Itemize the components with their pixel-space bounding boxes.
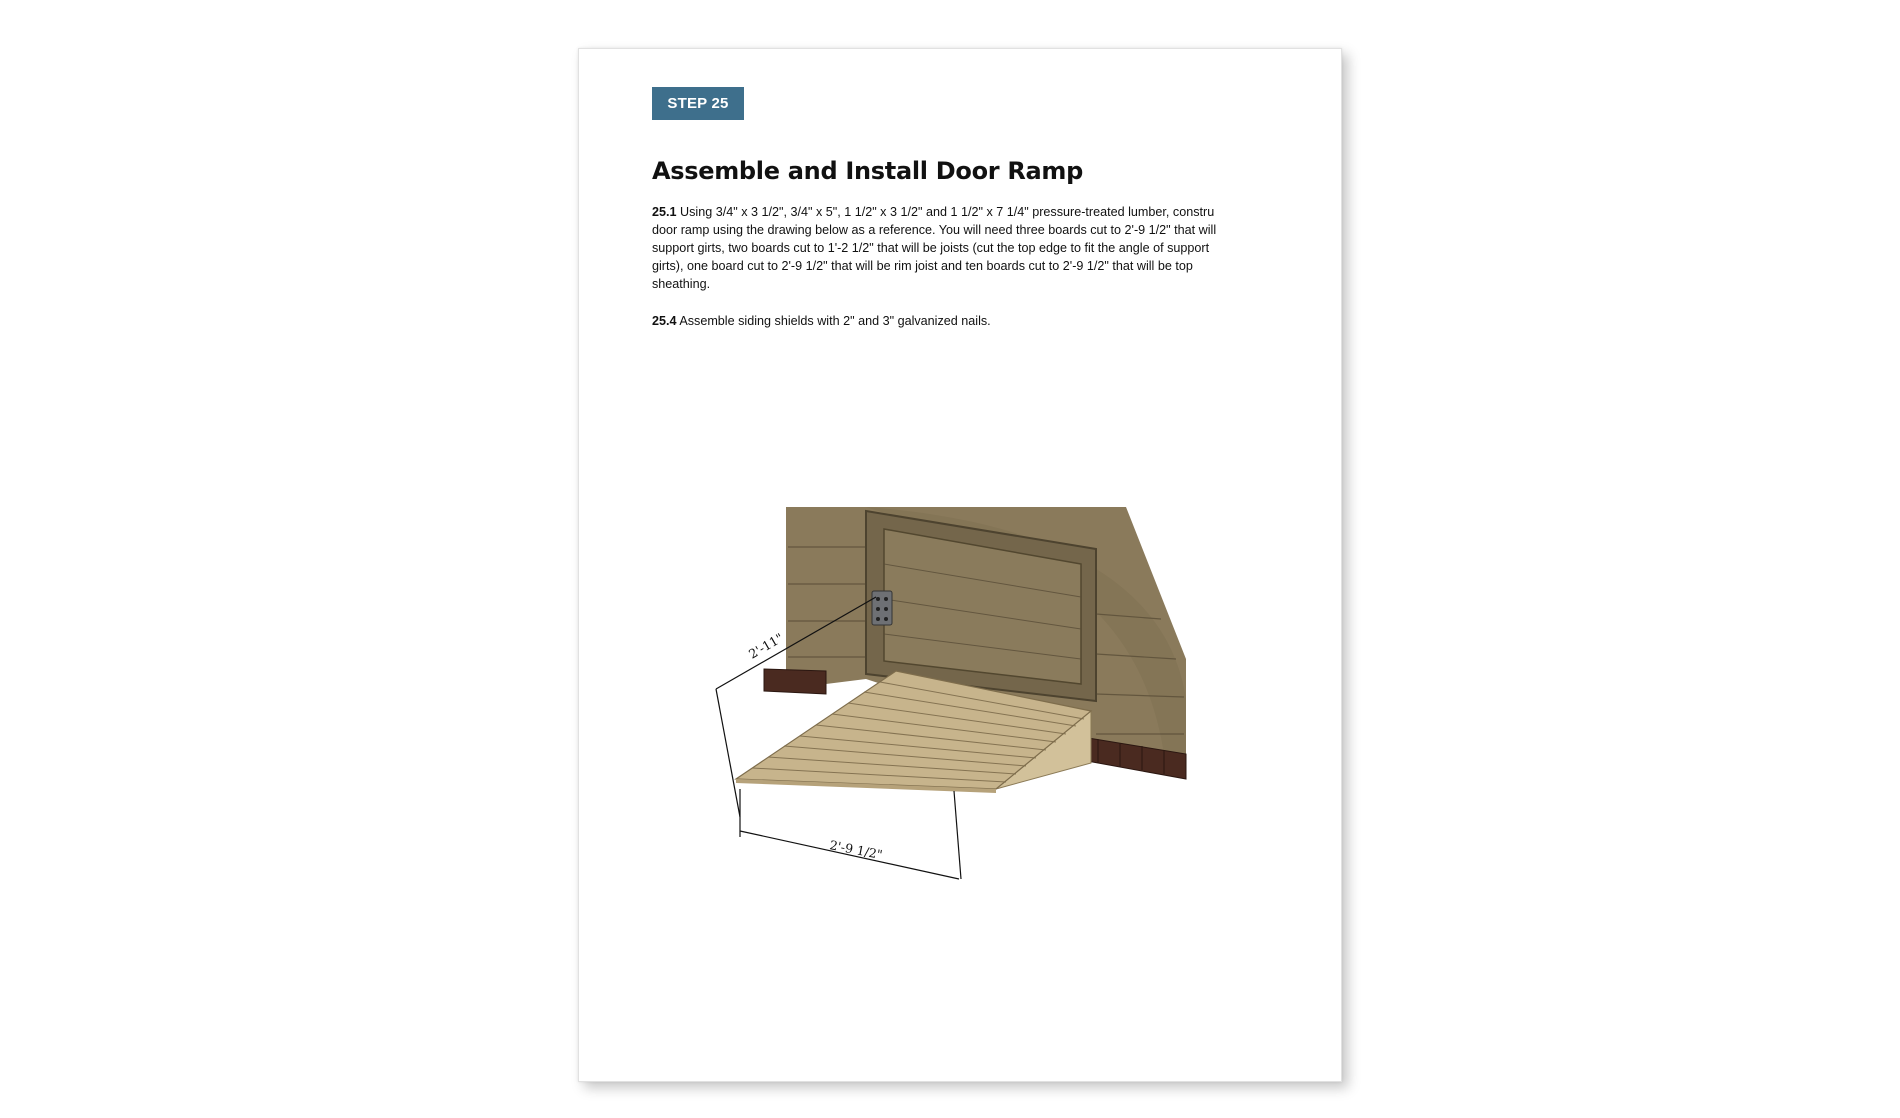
paragraph-line: girts), one board cut to 2'-9 1/2" that will be rim joist and ten boards cut to 2'-9 1/2" that will be top <box>652 259 1193 273</box>
dimension-label-depth: 2'-11" <box>746 629 786 662</box>
instruction-paragraph-25-4: 25.4 Assemble siding shields with 2" and 3" galvanized nails. <box>652 314 991 328</box>
ramp-drawing <box>696 449 1206 863</box>
paragraph-line: sheathing. <box>652 277 711 291</box>
door-ramp-illustration <box>696 449 1206 863</box>
step-badge: STEP 25 <box>652 87 744 120</box>
page-title: Assemble and Install Door Ramp <box>652 157 1084 185</box>
paragraph-line: support girts, two boards cut to 1'-2 1/2" that will be joists (cut the top edge to fit the angle of support <box>652 241 1210 255</box>
door-hinge <box>872 591 892 625</box>
paragraph-line: 25.1 Using 3/4" x 3 1/2", 3/4" x 5", 1 1/2" x 3 1/2" and 1 1/2" x 7 1/4" pressure-treated lumber, constru <box>652 205 1215 219</box>
instruction-paragraph-25-1 <box>652 203 1274 295</box>
paragraph-line: door ramp using the drawing below as a reference. You will need three boards cut to 2'-9 1/2" that will <box>652 223 1217 237</box>
left-skid <box>764 669 826 694</box>
document-page <box>578 48 1342 1082</box>
step-number: 25.1 <box>652 205 677 219</box>
dimension-label-width: 2'-9 1/2" <box>828 837 884 863</box>
step-number: 25.4 <box>652 314 677 328</box>
